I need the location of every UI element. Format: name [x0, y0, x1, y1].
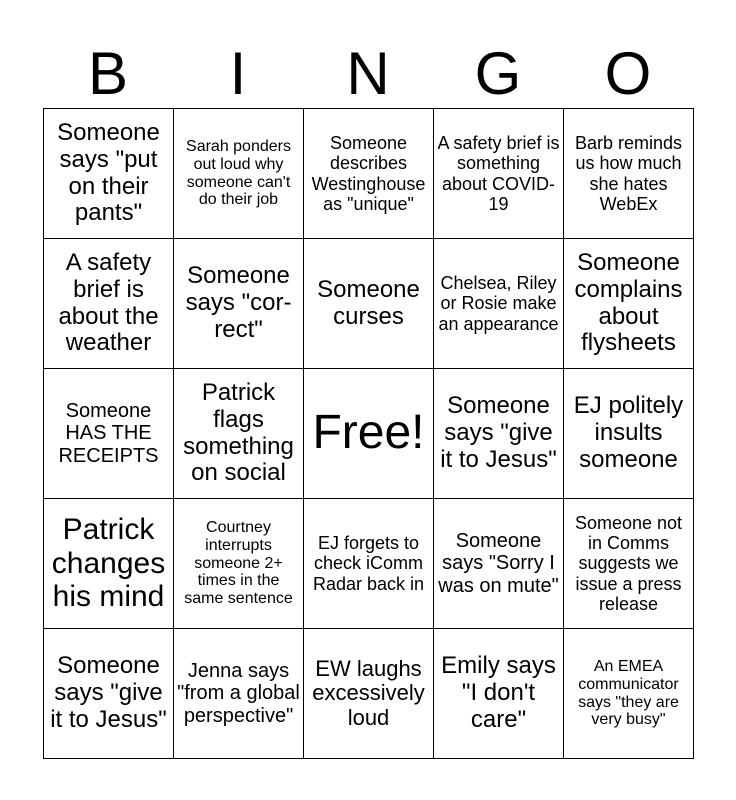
bingo-cell[interactable] [44, 629, 174, 759]
bingo-cell[interactable] [564, 239, 694, 369]
cell-text: EJ politely insults someone [573, 392, 684, 473]
bingo-cell[interactable] [174, 239, 304, 369]
cell-text: Patrick changes his mind [51, 513, 166, 614]
bingo-cell[interactable] [564, 499, 694, 629]
board-row [44, 369, 694, 499]
bingo-cell[interactable] [434, 499, 564, 629]
free-space-text: Free! [312, 406, 425, 460]
bingo-cell[interactable] [564, 369, 694, 499]
board-row [44, 629, 694, 759]
bingo-cell[interactable] [44, 109, 174, 239]
cell-text: Someone says "cor-rect" [185, 262, 292, 343]
header-letter-n: N [346, 40, 390, 107]
bingo-cell[interactable] [564, 629, 694, 759]
cell-text: Someone says "Sorry I was on mute" [438, 529, 559, 597]
header-letter-o: O [604, 40, 652, 107]
cell-text: Chelsea, Riley or Rosie make an appearance [438, 273, 559, 334]
cell-text: Someone says "put on their pants" [57, 118, 160, 227]
header-letter-b: B [87, 40, 129, 107]
bingo-cell[interactable] [44, 369, 174, 499]
bingo-cell[interactable] [304, 499, 434, 629]
cell-text: Someone not in Comms suggests we issue a press release [574, 513, 683, 614]
cell-text: Someone says "give it to Jesus" [440, 392, 557, 473]
bingo-cell[interactable] [44, 499, 174, 629]
bingo-cell[interactable] [174, 499, 304, 629]
bingo-header [43, 40, 693, 108]
board-row [44, 239, 694, 369]
cell-text: A safety brief is something about COVID-19 [437, 133, 560, 214]
bingo-cell[interactable] [44, 239, 174, 369]
free-cell[interactable] [304, 369, 434, 499]
cell-text: Courtney interrupts someone 2+ times in the same sentence [184, 518, 293, 608]
bingo-cell[interactable] [174, 629, 304, 759]
cell-text: Someone curses [317, 275, 420, 330]
board-row [44, 109, 694, 239]
cell-text: Someone complains about flysheets [574, 248, 683, 357]
bingo-board [43, 108, 694, 759]
cell-text: Jenna says "from a global perspective" [177, 659, 300, 727]
cell-text: Barb reminds us how much she hates WebEx [574, 133, 683, 214]
bingo-cell[interactable] [434, 629, 564, 759]
cell-text: Someone describes Westinghouse as "unique" [311, 133, 426, 214]
header-letter-i: I [229, 40, 247, 107]
cell-text: EW laughs excessively loud [312, 655, 425, 730]
cell-text: Sarah ponders out loud why someone can't do their job [186, 137, 291, 209]
bingo-cell[interactable] [304, 629, 434, 759]
bingo-cell[interactable] [304, 239, 434, 369]
cell-text: Someone says "give it to Jesus" [50, 652, 167, 733]
cell-text: Patrick flags something on social [183, 378, 294, 487]
bingo-cell[interactable] [564, 109, 694, 239]
board-row [44, 499, 694, 629]
cell-text: An EMEA communicator says "they are very busy" [578, 657, 679, 729]
bingo-cell[interactable] [304, 109, 434, 239]
bingo-cell[interactable] [434, 369, 564, 499]
bingo-cell[interactable] [434, 109, 564, 239]
bingo-cell[interactable] [174, 369, 304, 499]
header-letter-g: G [474, 40, 522, 107]
cell-text: Emily says "I don't care" [441, 652, 556, 733]
cell-text: A safety brief is about the weather [58, 248, 159, 357]
cell-text: EJ forgets to check iComm Radar back in [312, 533, 425, 594]
bingo-cell[interactable] [434, 239, 564, 369]
cell-text: Someone HAS THE RECEIPTS [58, 399, 159, 467]
bingo-cell[interactable] [174, 109, 304, 239]
